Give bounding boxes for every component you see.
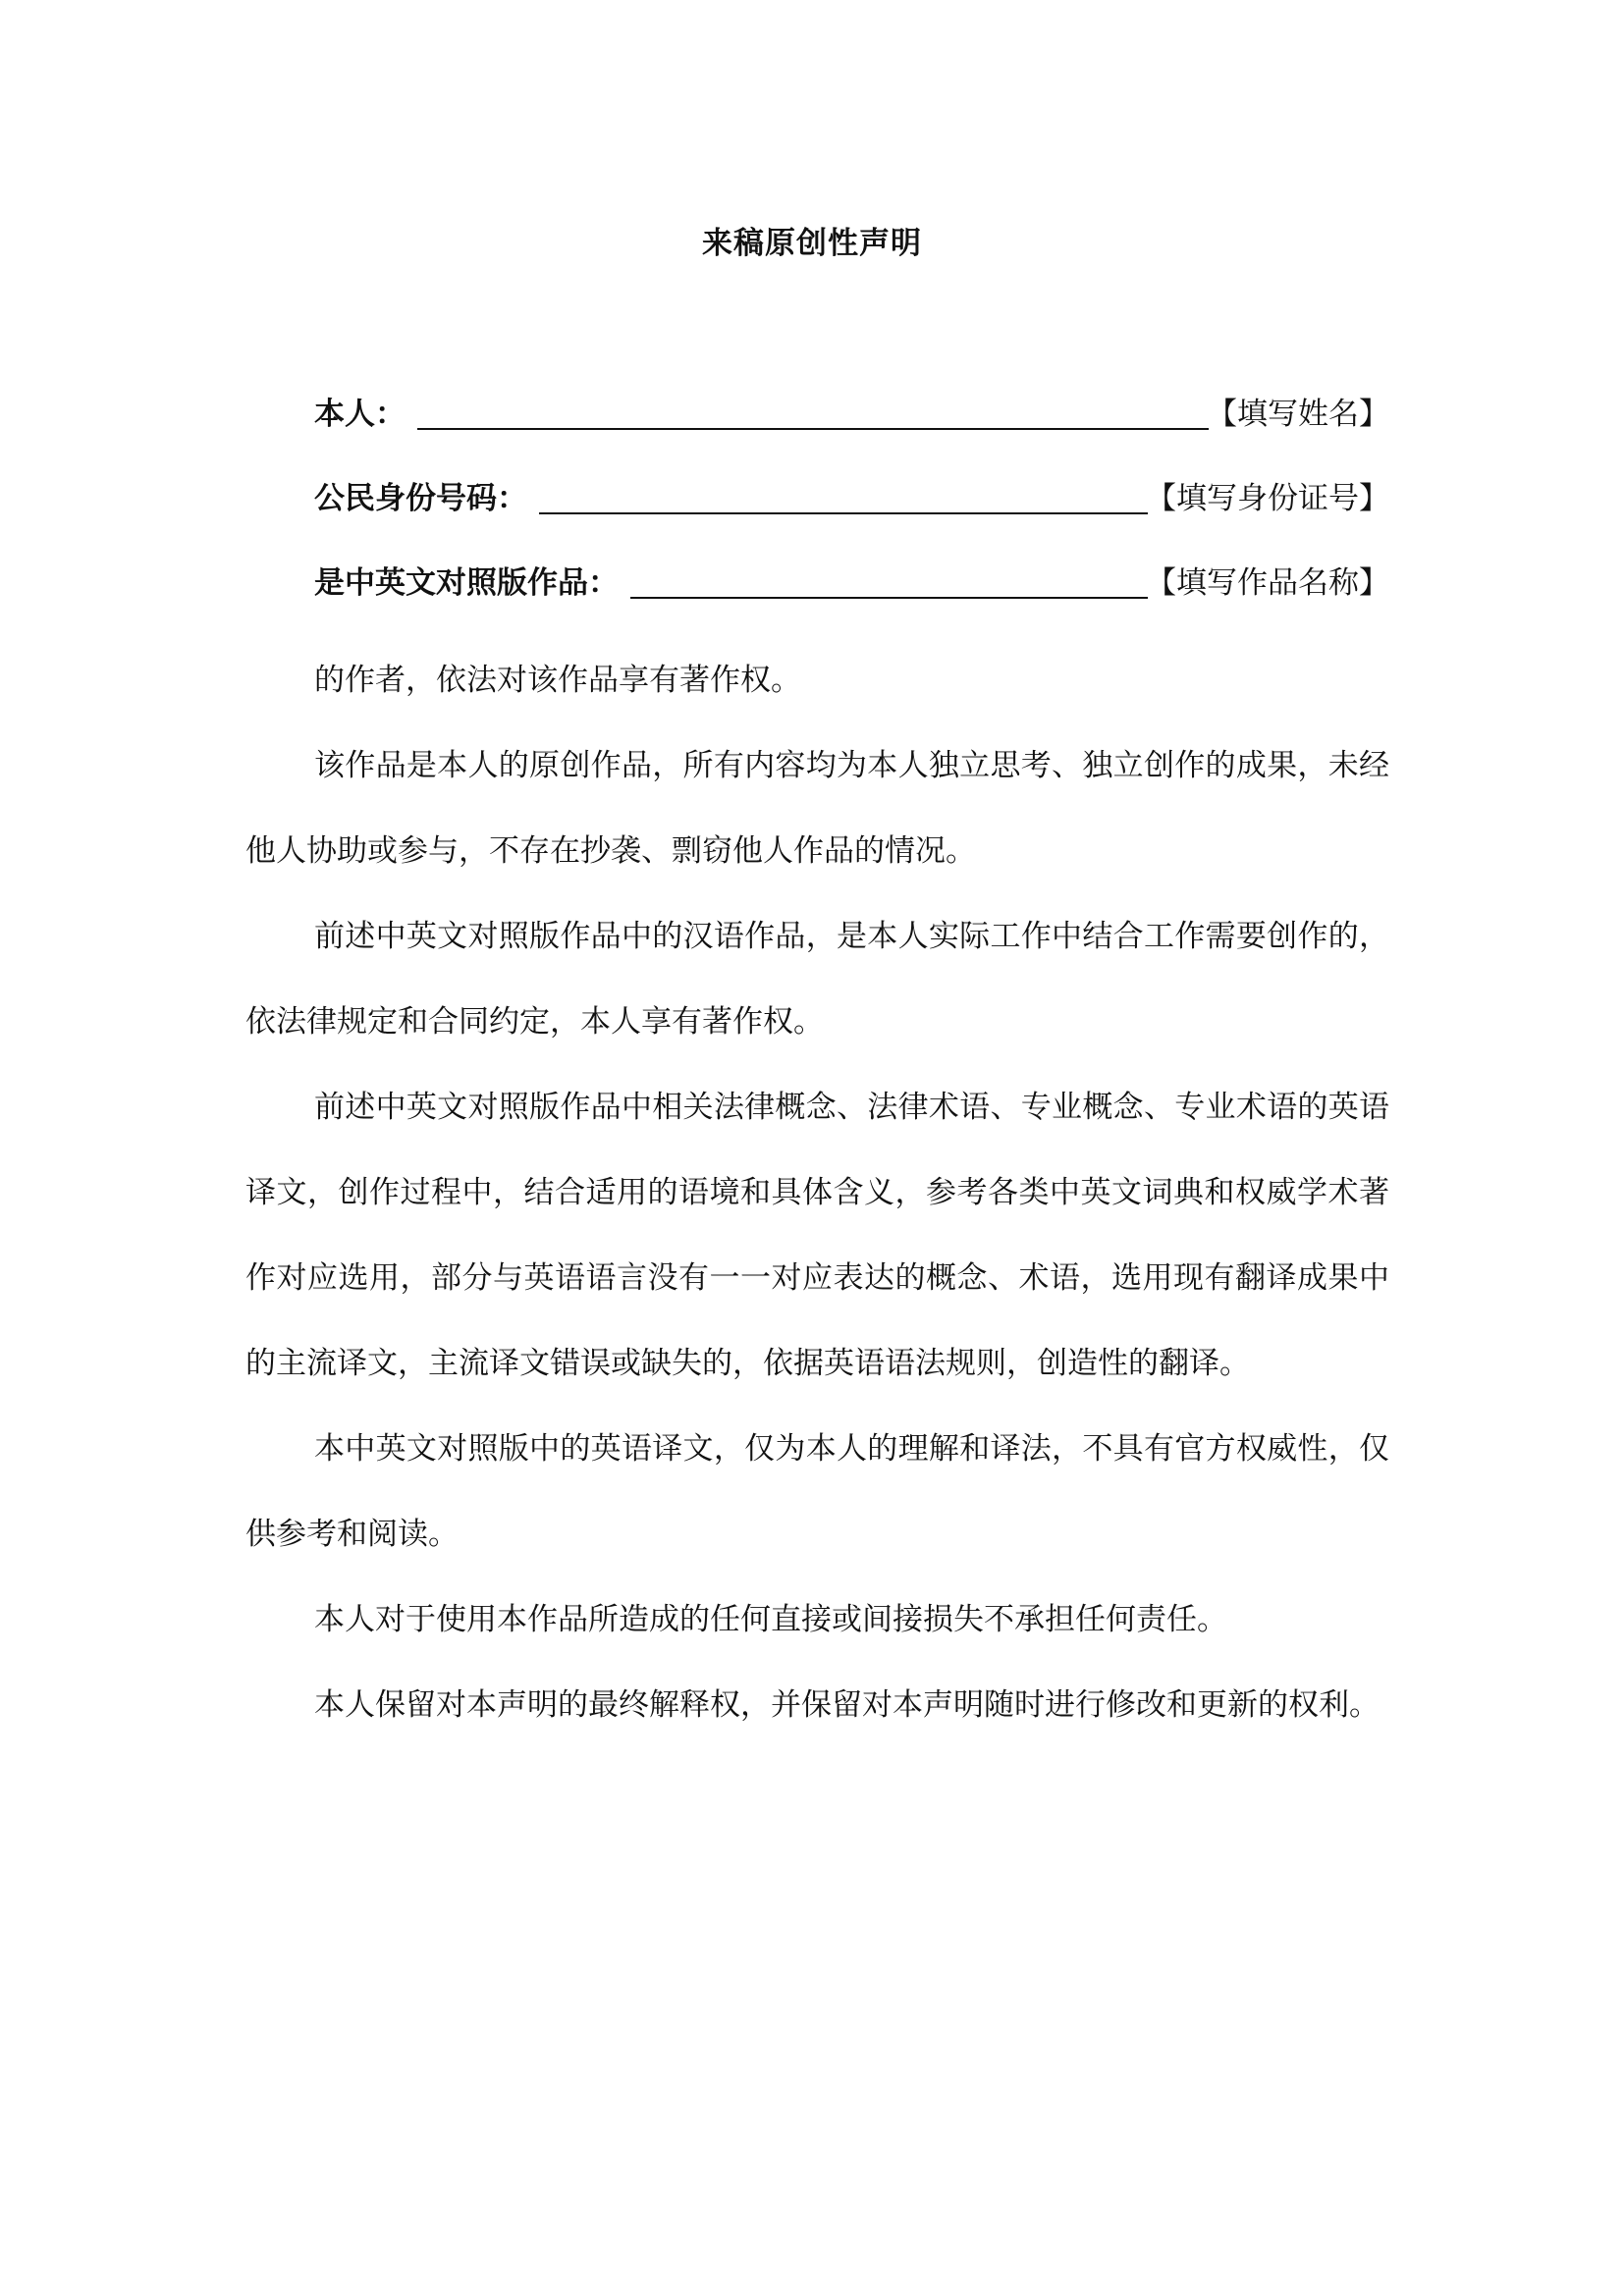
work-title-field-row <box>314 560 1389 603</box>
paragraph-author-statement: 的作者，依法对该作品享有著作权。 <box>314 663 801 698</box>
id-number-label: 公民身份号码： <box>314 481 527 516</box>
paragraph-interpretation-right: 本人保留对本声明的最终解释权，并保留对本声明随时进行修改和更新的权利。 <box>314 1687 1380 1723</box>
name-blank-line[interactable] <box>417 393 1209 430</box>
paragraph-translation-method: 前述中英文对照版作品中相关法律概念、法律术语、专业概念、专业术语的英语译文，创作过程中，结合适用的语境和具体含义，参考各类中英文词典和权威学术著作对应选用，部分与英语语言没有一一对应表达的概念、术语，选用现有翻译成果中的主流译文，主流译文错误或缺失的，依据英语语法规则，创造性的翻译。 <box>245 1090 1389 1381</box>
name-hint: 【填写姓名】 <box>1207 397 1389 432</box>
name-field-row <box>314 391 1389 434</box>
document-title: 来稿原创性声明 <box>702 226 922 261</box>
id-number-field-row <box>314 475 1389 518</box>
name-label: 本人： <box>314 397 406 432</box>
paragraph-chinese-work: 前述中英文对照版作品中的汉语作品，是本人实际工作中结合工作需要创作的，依法律规定和合同约定，本人享有著作权。 <box>245 919 1389 1040</box>
work-title-label: 是中英文对照版作品： <box>314 565 619 601</box>
declaration-body <box>245 638 1389 1748</box>
work-title-blank-line[interactable] <box>630 561 1148 599</box>
paragraph-originality: 该作品是本人的原创作品，所有内容均为本人独立思考、独立创作的成果，未经他人协助或参与，不存在抄袭、剽窃他人作品的情况。 <box>245 748 1389 869</box>
work-title-hint: 【填写作品名称】 <box>1146 565 1389 601</box>
id-number-hint: 【填写身份证号】 <box>1146 481 1389 516</box>
paragraph-translation-disclaimer: 本中英文对照版中的英语译文，仅为本人的理解和译法，不具有官方权威性，仅供参考和阅读。 <box>245 1431 1389 1552</box>
id-number-blank-line[interactable] <box>539 477 1148 514</box>
paragraph-liability: 本人对于使用本作品所造成的任何直接或间接损失不承担任何责任。 <box>314 1602 1227 1637</box>
